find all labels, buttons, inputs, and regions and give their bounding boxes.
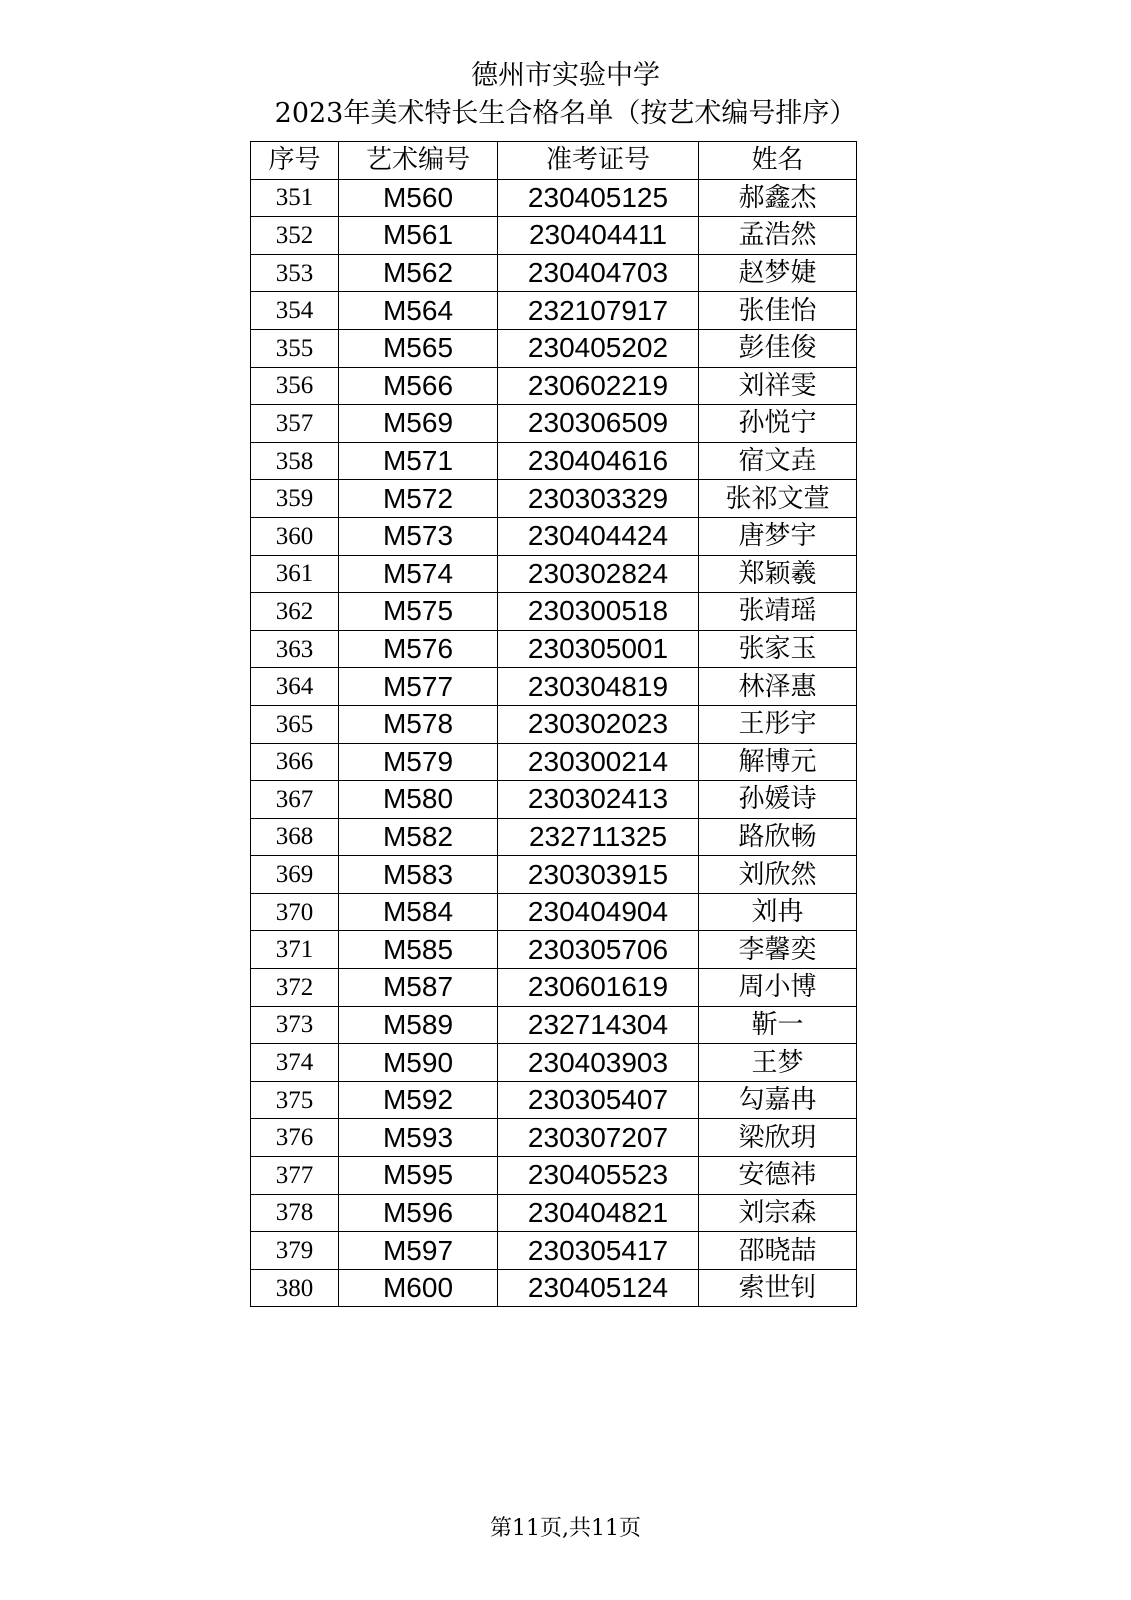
table-row <box>251 555 857 593</box>
table-row <box>251 593 857 631</box>
row-art-number: M573 <box>339 517 498 555</box>
row-student-name: 郑颖羲 <box>699 555 857 593</box>
table-row <box>251 893 857 931</box>
table-row <box>251 630 857 668</box>
row-student-name: 勾嘉冉 <box>699 1081 857 1119</box>
row-seq: 372 <box>251 969 339 1007</box>
table-row <box>251 705 857 743</box>
table-row <box>251 292 857 330</box>
row-art-number: M595 <box>339 1157 498 1195</box>
row-student-name: 宿文垚 <box>699 442 857 480</box>
row-seq: 357 <box>251 405 339 443</box>
row-student-name: 张家玉 <box>699 630 857 668</box>
row-exam-number: 230405124 <box>498 1269 699 1307</box>
row-student-name: 郝鑫杰 <box>699 179 857 217</box>
row-art-number: M561 <box>339 217 498 255</box>
row-exam-number: 230300214 <box>498 743 699 781</box>
table-row <box>251 1081 857 1119</box>
row-exam-number: 230405523 <box>498 1157 699 1195</box>
row-student-name: 索世钊 <box>699 1269 857 1307</box>
row-art-number: M592 <box>339 1081 498 1119</box>
table-row <box>251 405 857 443</box>
row-art-number: M600 <box>339 1269 498 1307</box>
row-exam-number: 230405202 <box>498 329 699 367</box>
row-student-name: 刘冉 <box>699 893 857 931</box>
row-seq: 360 <box>251 517 339 555</box>
row-exam-number: 230303915 <box>498 856 699 894</box>
row-exam-number: 230303329 <box>498 480 699 518</box>
row-exam-number: 230404411 <box>498 217 699 255</box>
row-art-number: M596 <box>339 1194 498 1232</box>
row-art-number: M574 <box>339 555 498 593</box>
row-exam-number: 230300518 <box>498 593 699 631</box>
row-art-number: M597 <box>339 1232 498 1270</box>
table-row <box>251 1194 857 1232</box>
row-student-name: 梁欣玥 <box>699 1119 857 1157</box>
row-seq: 379 <box>251 1232 339 1270</box>
row-student-name: 周小博 <box>699 969 857 1007</box>
table-row <box>251 668 857 706</box>
row-seq: 369 <box>251 856 339 894</box>
row-student-name: 安德祎 <box>699 1157 857 1195</box>
row-exam-number: 230404703 <box>498 254 699 292</box>
row-seq: 361 <box>251 555 339 593</box>
row-art-number: M562 <box>339 254 498 292</box>
row-student-name: 孙媛诗 <box>699 781 857 819</box>
row-exam-number: 230404821 <box>498 1194 699 1232</box>
row-student-name: 刘欣然 <box>699 856 857 894</box>
table-row <box>251 1157 857 1195</box>
row-art-number: M593 <box>339 1119 498 1157</box>
header-seq: 序号 <box>251 142 339 180</box>
row-exam-number: 230302023 <box>498 705 699 743</box>
table-row <box>251 1232 857 1270</box>
row-art-number: M580 <box>339 781 498 819</box>
header-name: 姓名 <box>699 142 857 180</box>
row-exam-number: 230307207 <box>498 1119 699 1157</box>
table-row <box>251 1006 857 1044</box>
row-exam-number: 230601619 <box>498 969 699 1007</box>
list-title: 2023年美术特长生合格名单（按艺术编号排序） <box>274 98 857 129</box>
row-exam-number: 230404424 <box>498 517 699 555</box>
row-art-number: M584 <box>339 893 498 931</box>
row-seq: 353 <box>251 254 339 292</box>
row-seq: 375 <box>251 1081 339 1119</box>
row-seq: 374 <box>251 1044 339 1082</box>
row-student-name: 林泽惠 <box>699 668 857 706</box>
row-seq: 364 <box>251 668 339 706</box>
row-exam-number: 230302413 <box>498 781 699 819</box>
row-student-name: 赵梦婕 <box>699 254 857 292</box>
row-exam-number: 230306509 <box>498 405 699 443</box>
table-row <box>251 480 857 518</box>
table-row <box>251 442 857 480</box>
row-seq: 359 <box>251 480 339 518</box>
row-student-name: 路欣畅 <box>699 818 857 856</box>
table-row <box>251 931 857 969</box>
row-exam-number: 232107917 <box>498 292 699 330</box>
row-seq: 367 <box>251 781 339 819</box>
row-art-number: M583 <box>339 856 498 894</box>
row-art-number: M587 <box>339 969 498 1007</box>
row-exam-number: 230305407 <box>498 1081 699 1119</box>
row-student-name: 唐梦宇 <box>699 517 857 555</box>
row-student-name: 解博元 <box>699 743 857 781</box>
row-art-number: M585 <box>339 931 498 969</box>
row-student-name: 刘宗森 <box>699 1194 857 1232</box>
row-seq: 371 <box>251 931 339 969</box>
row-exam-number: 230305417 <box>498 1232 699 1270</box>
row-seq: 373 <box>251 1006 339 1044</box>
row-student-name: 王彤宇 <box>699 705 857 743</box>
row-student-name: 王梦 <box>699 1044 857 1082</box>
page-footer: 第11页,共11页 <box>490 1516 641 1541</box>
row-exam-number: 232714304 <box>498 1006 699 1044</box>
table-row <box>251 254 857 292</box>
table-row <box>251 179 857 217</box>
row-art-number: M566 <box>339 367 498 405</box>
row-seq: 354 <box>251 292 339 330</box>
header-exam-number: 准考证号 <box>498 142 699 180</box>
row-seq: 365 <box>251 705 339 743</box>
row-seq: 376 <box>251 1119 339 1157</box>
row-art-number: M565 <box>339 329 498 367</box>
row-art-number: M578 <box>339 705 498 743</box>
row-student-name: 孙悦宁 <box>699 405 857 443</box>
table-row <box>251 217 857 255</box>
row-exam-number: 230404616 <box>498 442 699 480</box>
table-body <box>251 179 857 1307</box>
row-art-number: M571 <box>339 442 498 480</box>
row-seq: 366 <box>251 743 339 781</box>
header-art-number: 艺术编号 <box>339 142 498 180</box>
row-student-name: 靳一 <box>699 1006 857 1044</box>
qualified-students-table <box>250 141 857 1307</box>
row-seq: 355 <box>251 329 339 367</box>
row-exam-number: 230305001 <box>498 630 699 668</box>
row-student-name: 李馨奕 <box>699 931 857 969</box>
row-seq: 380 <box>251 1269 339 1307</box>
table-row <box>251 1044 857 1082</box>
row-seq: 363 <box>251 630 339 668</box>
table-row <box>251 743 857 781</box>
row-exam-number: 230405125 <box>498 179 699 217</box>
table-row <box>251 517 857 555</box>
table-row <box>251 969 857 1007</box>
row-art-number: M560 <box>339 179 498 217</box>
table-row <box>251 1269 857 1307</box>
row-exam-number: 232711325 <box>498 818 699 856</box>
row-exam-number: 230403903 <box>498 1044 699 1082</box>
row-seq: 351 <box>251 179 339 217</box>
table-row <box>251 781 857 819</box>
row-exam-number: 230305706 <box>498 931 699 969</box>
row-student-name: 邵晓喆 <box>699 1232 857 1270</box>
row-seq: 362 <box>251 593 339 631</box>
row-seq: 377 <box>251 1157 339 1195</box>
row-art-number: M590 <box>339 1044 498 1082</box>
row-art-number: M572 <box>339 480 498 518</box>
table-row <box>251 329 857 367</box>
row-student-name: 刘祥雯 <box>699 367 857 405</box>
row-exam-number: 230304819 <box>498 668 699 706</box>
table-header-row <box>251 142 857 180</box>
table-row <box>251 856 857 894</box>
row-student-name: 孟浩然 <box>699 217 857 255</box>
row-student-name: 张靖瑶 <box>699 593 857 631</box>
row-seq: 356 <box>251 367 339 405</box>
row-seq: 352 <box>251 217 339 255</box>
table-row <box>251 1119 857 1157</box>
row-seq: 378 <box>251 1194 339 1232</box>
row-student-name: 张祁文萱 <box>699 480 857 518</box>
row-art-number: M579 <box>339 743 498 781</box>
row-art-number: M589 <box>339 1006 498 1044</box>
school-title: 德州市实验中学 <box>471 60 660 91</box>
row-art-number: M564 <box>339 292 498 330</box>
row-exam-number: 230302824 <box>498 555 699 593</box>
row-seq: 358 <box>251 442 339 480</box>
row-exam-number: 230602219 <box>498 367 699 405</box>
row-student-name: 张佳怡 <box>699 292 857 330</box>
table-row <box>251 818 857 856</box>
row-art-number: M575 <box>339 593 498 631</box>
row-student-name: 彭佳俊 <box>699 329 857 367</box>
table-row <box>251 367 857 405</box>
row-seq: 368 <box>251 818 339 856</box>
row-art-number: M569 <box>339 405 498 443</box>
row-art-number: M576 <box>339 630 498 668</box>
row-seq: 370 <box>251 893 339 931</box>
row-art-number: M577 <box>339 668 498 706</box>
row-exam-number: 230404904 <box>498 893 699 931</box>
row-art-number: M582 <box>339 818 498 856</box>
